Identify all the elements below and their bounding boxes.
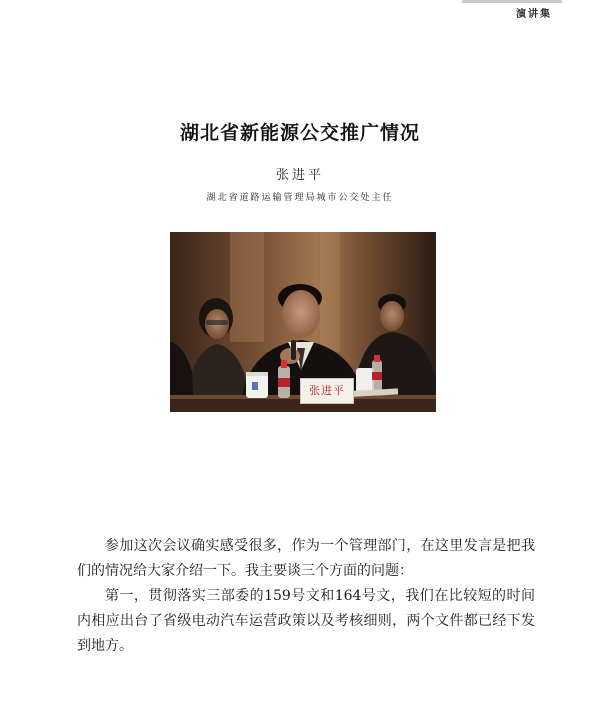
article-title: 湖北省新能源公交推广情况 <box>179 122 420 144</box>
speaker-nameplate <box>300 378 354 404</box>
header-band <box>462 0 562 3</box>
body-paragraph-1: 参加这次会议确实感受很多，作为一个管理部门，在这里发言是把我们的情况给大家介绍一下。我主要谈三个方面的问题： <box>77 538 535 579</box>
section-label: 演讲集 <box>516 9 552 20</box>
speaker-photo <box>170 232 436 412</box>
author-name: 张进平 <box>275 168 324 183</box>
author-affiliation: 湖北省道路运输管理局城市公交处主任 <box>206 193 394 203</box>
body-paragraph-2: 第一，贯彻落实三部委的159号文和164号文，我们在比较短的时间内相应出台了省级电动汽车运营政策以及考核细则，两个文件都已经下发到地方。 <box>77 588 535 654</box>
nameplate-text: 张进平 <box>309 384 345 397</box>
article-body <box>77 534 535 659</box>
